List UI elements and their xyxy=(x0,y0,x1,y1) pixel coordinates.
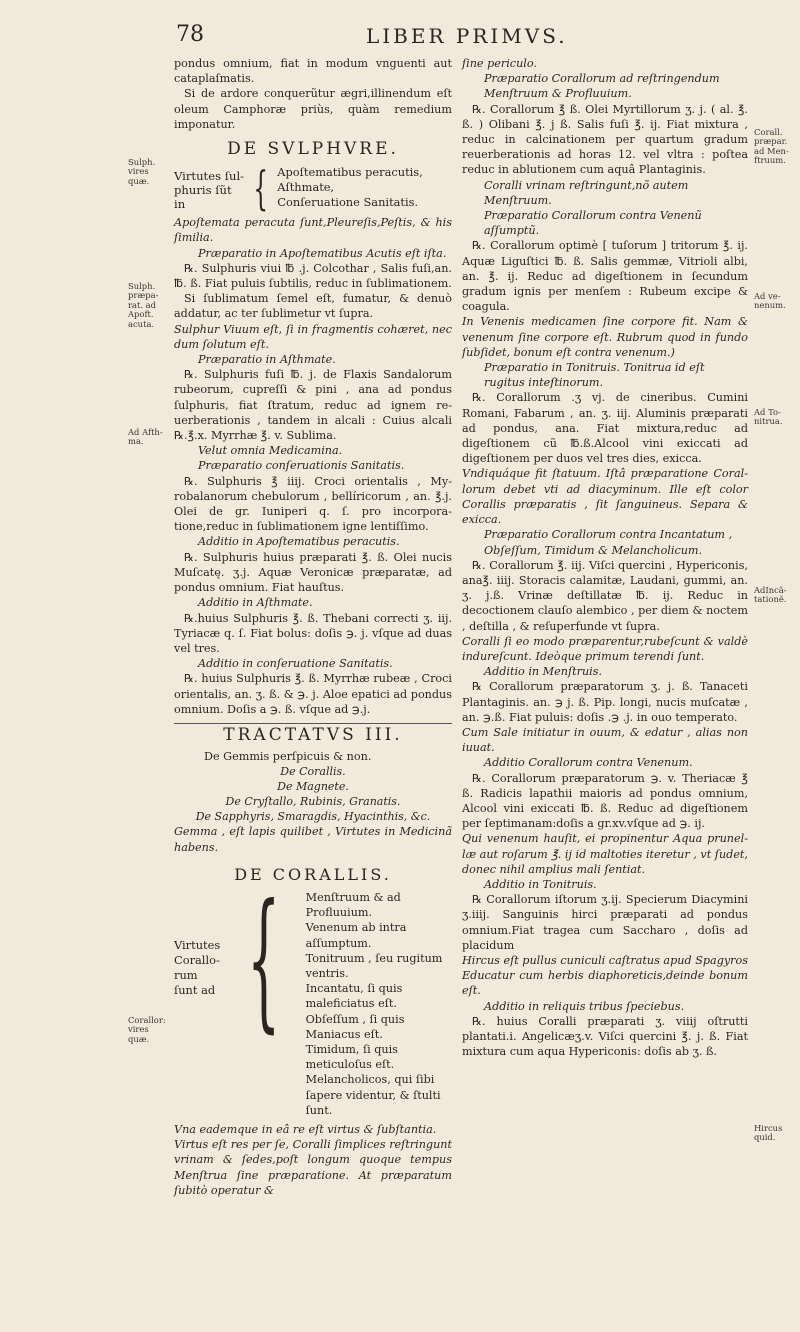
brace-item: Tonitruum , ſeu rugitum ventris. xyxy=(305,951,443,980)
subheading: Additio in Apoſtematibus peracutis. xyxy=(198,535,400,549)
italic-note: In Venenis medicamen ſine corpore fit. Nam & venenum ſine corpore eſt. Rubrum quod in fundo ſubſidet, bonum eſt contra venenum.) xyxy=(462,315,748,359)
treatise-heading: TRACTATVS III. xyxy=(223,724,403,745)
brace-item: Obſeſſum , ſi quis Maniacus eſt. xyxy=(305,1012,405,1041)
italic-note: Coralli ſi eo modo præparentur,rubeſcunt & valdè indureſcunt. Ideòque primum terendi ſunt. xyxy=(462,634,748,663)
margin-note: Corallor: vires quæ. xyxy=(128,1015,166,1044)
italic-note: Vna eademque in eâ re eſt virtus & ſubſtantia. xyxy=(174,1122,437,1136)
gems-intro: De Gemmis perſpicuis & non. xyxy=(204,750,372,764)
brace-item: Menſtruum & ad Profluuium. xyxy=(305,890,401,920)
italic-note: Vndiquáque fit ſtatuum. Iſtâ præparatione Corallorum debet vti ad diacyminum. Ille eſt color Corallis præparatis , ſit ſanguineus. Separa & exicca. xyxy=(462,467,748,527)
italic-note: Virtus eſt res per ſe, Coralli ſimplices reſtringunt vrinam & ſedes,poſt longum quoque tempus Menſtrua ſine præparatione. At præparatum ſubitò operatur & xyxy=(174,1138,452,1197)
subheading: Additio in Aſthmate. xyxy=(198,596,313,610)
subheading: Velut omnia Medicamina. xyxy=(198,444,343,458)
subheading: Additio in conſeruatione Sanitatis. xyxy=(198,657,393,671)
brace-item: Aſthmate, xyxy=(277,180,335,195)
italic-note: Apoſtemata peracuta ſunt,Pleureſis,Peſtis, & his ſimilia. xyxy=(174,216,452,245)
brace-icon: { xyxy=(247,872,281,1047)
gems-list xyxy=(174,764,452,824)
page-header xyxy=(176,22,736,50)
recipe: ℞. Corallorum ℥ ß. Olei Myrtillorum ʒ. j. ( al. ℥. ß. ) Olibani ℥. j ß. Salis fuſi ℥. ij. Fiat mixtura , reduc in calcinationem per quartum gradum reuerberationis ad horas 12. vel vltra : poſtea reduc in ablutionem cum aquâ Plantaginis. xyxy=(462,102,748,177)
gems-list-item: De Magnete. xyxy=(277,780,349,794)
subheading: Præparatio in Aſthmate. xyxy=(198,353,336,367)
recipe: ℞. Sulphuris ℥ iiij. Croci orientalis , Myrobalanorum chebulorum , bellíricorum , an. ℥.j. Olei de gr. Iuniperi q. ſ. pro incorporatione,reduc in ſublimationem igne lentiſſimo. xyxy=(174,474,452,534)
brace-icon: { xyxy=(253,161,268,216)
virtues-brace xyxy=(174,161,452,216)
margin-note: Ad Afthma. xyxy=(128,427,163,447)
recipe: ℞. Corallorum .ʒ vj. de cineribus. Cumini Romani, Fabarum , an. ʒ. iij. Aluminis præparati ad pondus, ana. Fiat mixtura,reduc ad digeſtionem cũ ℔.ß.Alcool vini exiccati ad digeſtionem per duos vel tres dies, exicca. xyxy=(462,391,748,466)
margin-note: Sulph. vires quæ. xyxy=(128,157,156,186)
subheading: Coralli vrinam reſtringunt,nõ autem Menſtruum. xyxy=(484,178,689,207)
brace-item: Apoſtematibus peracutis, xyxy=(277,165,423,180)
subheading: Præparatio Corallorum ad reſtringendum Menſtruum & Profluuium. xyxy=(484,72,720,101)
gems-list-item: De Corallis. xyxy=(280,765,346,779)
subheading: Præparatio Corallorum contra Venenũ aſſumptũ. xyxy=(484,209,702,238)
subheading: Præparatio in Apoſtematibus Acutis eſt iſta. xyxy=(198,246,447,260)
recipe: ℞. Corallorum ℥. iij. Viſci quercini , Hypericonis, ana℥. iiij. Storacis calamitæ, Laudani, gummi, an. ʒ. j.ß. Vrinæ deſtillatæ ℔. ij. Reduc in decoctionem clauſo alembico , per diem & noctem , deſtilla , & reſuperfunde vt ſupra. xyxy=(462,558,748,633)
brace-items xyxy=(306,890,452,1118)
italic-note: Cum Sale initiatur in ouum, & edatur , alias non iuuat. xyxy=(462,725,748,755)
recipe: ℞ Corallorum præparatorum ʒ. j. ß. Tanaceti Plantaginis. an. ℈ j. ß. Pip. longi, nucis muſcatæ , an. ℈.ß. Fiat puluis: doſis .℈ .j. in ouo temperato. xyxy=(462,680,748,724)
recipe: ℞. huius Coralli præparati ʒ. viiij oſtrutti plantati.i. Angelicæʒ.v. Viſci quercini ℥. j. ß. Fiat mixtura cum aqua Hypericonis: doſis ab ʒ. ß. xyxy=(462,1014,748,1059)
italic-note: Sulphur Viuum eſt, ſi in fragmentis cohæret, nec dum ſolutum eſt. xyxy=(174,322,452,351)
subheading: Additio in Tonitruis. xyxy=(484,877,597,891)
margin-note: Corall. præpar. ad Menftruum. xyxy=(754,127,789,166)
recipe: ℞. Sulphuris fuſi ℔. j. de Flaxis Sandalorum rubeorum, cupreſſi & pini , ana ad pondus ſulphuris, fiat ſtratum, reduc ad ignem reuerberationis , tandem in alcali : Cuius alcali ℞.℥.x. Myrrhæ ℥. v. Sublima. xyxy=(174,368,452,443)
subheading: Additio Corallorum contra Venenum. xyxy=(484,756,693,770)
section-heading: DE CORALLIS. xyxy=(234,864,392,884)
margin-note: AdIncãtationẽ. xyxy=(754,585,787,605)
subheading: Præparatio conſeruationis Sanitatis. xyxy=(198,459,405,473)
page-number: 78 xyxy=(176,22,204,47)
recipe: ℞. huius Sulphuris ℥. ß. Myrrhæ rubeæ , Croci orientalis, an. ʒ. ß. & ℈. j. Aloe epatici ad pondus omnium. Doſis a ℈. ß. vſque ad ℈.j. xyxy=(174,672,452,716)
paragraph: Si de ardore conquerũtur ægri,illinendum eſt oleum Camphoræ priùs, quàm remedium imponatur. xyxy=(174,87,452,131)
recipe: ℞. Sulphuris huius præparati ℥. ß. Olei nucis Muſcatę. ʒ.j. Aquæ Veronicæ præparatæ, ad pondus omnium. Fiat hauſtus. xyxy=(174,550,452,595)
paragraph: Si ſublimatum ſemel eſt, fumatur, & denuò addatur, ac ter ſublimetur vt ſupra. xyxy=(174,292,452,321)
brace-item: Conſeruatione Sanitatis. xyxy=(277,195,419,210)
brace-item: Timidum, ſi quis meticuloſus eſt. xyxy=(305,1042,398,1072)
margin-note: Ad Tonitrua. xyxy=(754,407,783,427)
italic-note: Hircus eſt pullus cuniculi caſtratus apud Spagyros Educatur cum herbis diaphoreticis,deinde bonum eſt. xyxy=(462,953,748,998)
brace-items xyxy=(277,165,423,210)
margin-note: Hircus quid. xyxy=(754,1123,783,1143)
italic-note: Qui venenum hauſit, ei propinentur Aqua prunellæ aut roſarum ℥. ij id maltoties iteretur , vt ſudet, donec nihil amplius mali ſentiat. xyxy=(462,832,748,876)
subheading: Additio in reliquis tribus ſpeciebus. xyxy=(484,999,685,1013)
subheading: Præparatio in Tonitruis. Tonitrua id eſt rugitus inteſtinorum. xyxy=(484,361,705,390)
running-head: LIBER PRIMVS. xyxy=(366,24,568,48)
italic-note: Gemma , eſt lapis quilibet , Virtutes in Medicinã habens. xyxy=(174,825,452,854)
divider xyxy=(174,723,452,724)
recipe: ℞. Corallorum præparatorum ℈. v. Theriacæ ℥ ß. Radicis lapathii maioris ad pondus omnium, Alcool vini exiccati ℔. ß. Reduc ad digeſtionem per ſeptimanam:doſis a gr.xv.vſque ad ℈. ij. xyxy=(462,771,748,831)
recipe: ℞.huius Sulphuris ℥. ß. Thebani correcti ʒ. iij. Tyriacæ q. ſ. Fiat bolus: doſis ℈. j. vſque ad duas vel tres. xyxy=(174,611,452,655)
recipe: ℞ Corallorum iſtorum ʒ.ij. Specierum Diacymini ʒ.iiij. Sanguinis hirci præparati ad pondus omnium.Fiat tragea cum Saccharo , doſis ad placidum xyxy=(462,893,748,952)
brace-item: Incantatu, ſi quis maleficiatus eſt. xyxy=(305,982,403,1011)
section-heading: DE SVLPHVRE. xyxy=(227,139,399,160)
recipe: ℞. Corallorum optimè [ tuſorum ] tritorum ℥. ij. Aquæ Liguſtici ℔. ß. Salis gemmæ, Vitrioli albi, an. ℥. ij. Reduc ad digeſtionem in ſecundum gradum ignis per menſem : Rubeum excipe & coagula. xyxy=(462,239,748,314)
right-column xyxy=(462,56,748,1059)
brace-item: Venenum ab intra aſſumptum. xyxy=(305,921,407,950)
subheading: Additio in Menſtruis. xyxy=(484,665,603,679)
recipe: ℞. Sulphuris viui ℔ .j. Colcothar , Salis fuſi,an. ℔. ß. Fiat puluis ſubtilis, reduc in ſublimationem. xyxy=(174,261,452,291)
italic-note: ſine periculo. xyxy=(462,57,537,70)
margin-note: Sulph. præparat. ad Apoft. acuta. xyxy=(128,281,159,329)
gems-list-item: De Sapphyris, Smaragdis, Hyacinthis, &c. xyxy=(195,810,431,824)
subheading: Præparatio Corallorum contra Incantatum , Obſeſſum, Timidum & Melancholicum. xyxy=(484,528,733,557)
paragraph: pondus omnium, fiat in modum vnguenti aut cataplaſmatis. xyxy=(174,57,452,86)
gems-list-item: De Cryſtallo, Rubinis, Granatis. xyxy=(225,795,401,809)
left-column xyxy=(174,56,452,1198)
brace-item: Melancholicos, qui ſibi ſapere videntur, & ſtulti ſunt. xyxy=(305,1073,441,1117)
brace-label: Virtutes Corallo-rum ſunt ad xyxy=(174,937,221,997)
margin-note: Ad venenum. xyxy=(754,291,786,311)
brace-label: Virtutes ſul-phuris ſũt in xyxy=(174,169,245,212)
